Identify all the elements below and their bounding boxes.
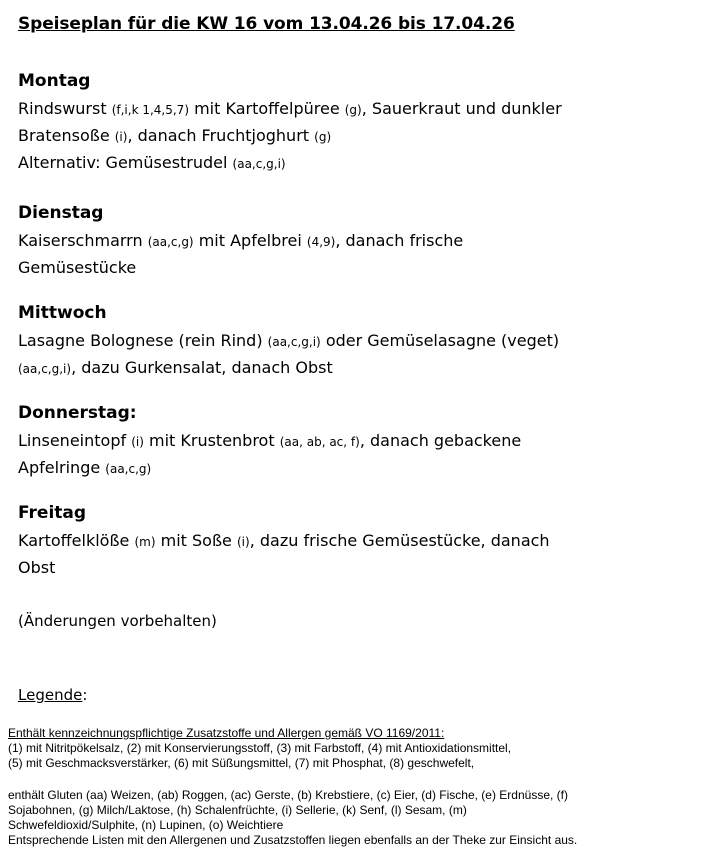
menu-text: , dazu frische Gemüsestücke, danach [249, 531, 550, 550]
legend-intro: Enthält kennzeichnungspflichtige Zusatzstoffe und Allergen gemäß VO 1169/2011: [8, 726, 445, 740]
menu-text: mit Krustenbrot [143, 431, 280, 450]
allergen-code: (i) [114, 130, 128, 144]
menu-text: Kaiserschmarrn [18, 231, 148, 250]
legend-allergens-line: enthält Gluten (aa) Weizen, (ab) Roggen, (ac) Gerste, (b) Krebstiere, (c) Eier, (d) Fische, (e) Erdnüsse, (f) [8, 788, 568, 802]
menu-text: , danach frische [335, 231, 464, 250]
allergen-code: (g) [344, 103, 362, 117]
legend-allergens-line: Schwefeldioxid/Sulphite, (n) Lupinen, (o) Weichtiere [8, 818, 284, 832]
menu-line [18, 354, 688, 381]
menu-line [18, 454, 688, 481]
legend-additives-line: (1) mit Nitritpökelsalz, (2) mit Konservierungsstoff, (3) mit Farbstoff, (4) mit Antioxidationsmittel, [8, 741, 512, 755]
menu-text: Gemüsestücke [18, 258, 137, 277]
menu-line [18, 149, 688, 176]
menu-text: mit Apfelbrei [193, 231, 307, 250]
menu-text: mit Kartoffelpüree [189, 99, 345, 118]
allergen-code: (aa,c,g,i) [267, 335, 321, 349]
allergen-code: (aa,c,g,i) [232, 157, 286, 171]
menu-line [18, 527, 688, 554]
menu-line [18, 427, 688, 454]
day-section [18, 200, 688, 281]
menu-text: Apfelringe [18, 458, 106, 477]
allergen-code: (g) [314, 130, 332, 144]
menu-line [18, 254, 688, 281]
menu-text: mit Soße [155, 531, 237, 550]
menu-text: , danach gebackene [359, 431, 522, 450]
menu-line [18, 554, 688, 581]
day-name: Mittwoch [18, 303, 107, 323]
page-title: Speiseplan für die KW 16 vom 13.04.26 bis 17.04.26 [18, 14, 515, 34]
day-name: Donnerstag: [18, 403, 137, 423]
menu-text: Obst [18, 558, 56, 577]
legend-heading [18, 686, 87, 704]
day-section [18, 300, 688, 381]
menu-text: Kartoffelklöße [18, 531, 135, 550]
day-name: Freitag [18, 503, 87, 523]
menu-text: Lasagne Bolognese (rein Rind) [18, 331, 268, 350]
day-section [18, 400, 688, 481]
menu-text: , danach Fruchtjoghurt [127, 126, 315, 145]
legend-heading-label: Legende [18, 686, 83, 704]
allergen-code: (i) [236, 535, 250, 549]
day-name: Montag [18, 71, 91, 91]
day-name: Dienstag [18, 203, 104, 223]
allergen-code: (f,i,k 1,4,5,7) [111, 103, 189, 117]
legend-allergens-line: Sojabohnen, (g) Milch/Laktose, (h) Schalenfrüchte, (i) Sellerie, (k) Senf, (l) Sesam, (m) [8, 803, 467, 817]
menu-text: , dazu Gurkensalat, danach Obst [71, 358, 333, 377]
allergen-code: (4,9) [306, 235, 336, 249]
menu-text: Alternativ: Gemüsestrudel [18, 153, 233, 172]
menu-text: Rindswurst [18, 99, 112, 118]
menu-text: Linseneintopf [18, 431, 132, 450]
allergen-code: (aa,c,g) [105, 462, 152, 476]
day-section [18, 68, 688, 176]
legend-footer: Entsprechende Listen mit den Allergenen und Zusatzstoffen liegen ebenfalls an der Theke zur Einsicht aus. [8, 833, 578, 847]
day-section [18, 500, 688, 581]
menu-line [18, 227, 688, 254]
legend-heading-colon: : [82, 686, 88, 704]
menu-line [18, 327, 688, 354]
menu-line [18, 95, 688, 122]
menu-line [18, 122, 688, 149]
legend-block [8, 726, 698, 848]
allergen-code: (m) [134, 535, 156, 549]
menu-text: Bratensoße [18, 126, 115, 145]
allergen-code: (aa, ab, ac, f) [279, 435, 360, 449]
legend-additives-line: (5) mit Geschmacksverstärker, (6) mit Süßungsmittel, (7) mit Phosphat, (8) geschwefelt, [8, 756, 475, 770]
allergen-code: (aa,c,g,i) [18, 362, 72, 376]
menu-text: oder Gemüselasagne (veget) [320, 331, 560, 350]
allergen-code: (i) [131, 435, 144, 449]
changes-reserved-note: (Änderungen vorbehalten) [18, 612, 217, 630]
menu-text: , Sauerkraut und dunkler [361, 99, 562, 118]
allergen-code: (aa,c,g) [147, 235, 194, 249]
